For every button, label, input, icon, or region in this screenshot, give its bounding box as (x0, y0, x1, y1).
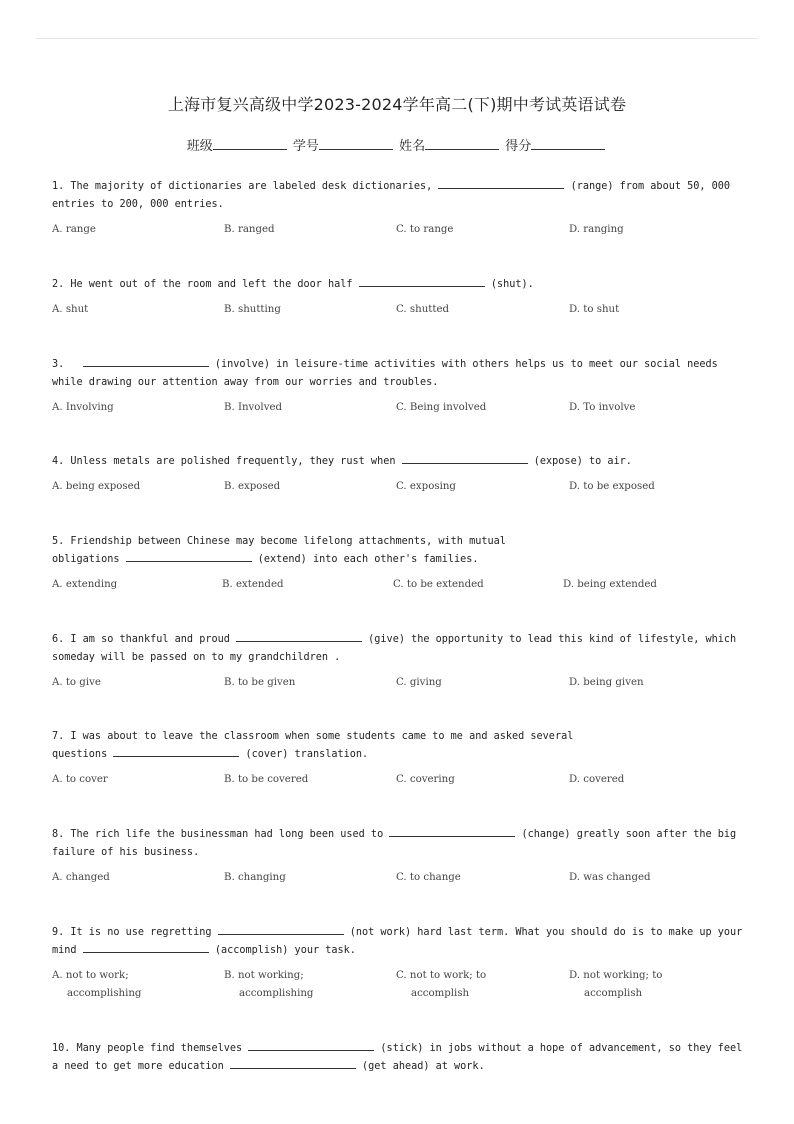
class-label: 班级 (186, 139, 213, 154)
question-3 (52, 356, 752, 417)
question-stem: 2. He went out of the room and left the door half (shut). (52, 276, 752, 294)
option-c[interactable]: C. exposing (396, 481, 456, 492)
options-row (52, 674, 752, 692)
question-stem: 6. I am so thankful and proud (give) the opportunity to lead this kind of lifestyle, which someday will be passed on to my grandchildren . (52, 631, 752, 667)
options-row (52, 301, 752, 319)
option-b[interactable]: B. exposed (224, 481, 281, 492)
question-7 (52, 728, 752, 789)
options-row (52, 576, 752, 594)
options-row (52, 478, 752, 496)
question-stem: 3. (involve) in leisure-time activities with others helps us to meet our social needs while drawing our attention away from our worries and troubles. (52, 356, 752, 392)
option-a[interactable]: A. to give (52, 677, 101, 688)
option-d[interactable]: D. being given (569, 677, 644, 688)
option-b[interactable]: B. ranged (224, 224, 275, 235)
option-a[interactable]: A. to cover (52, 774, 108, 785)
student-number-blank[interactable] (319, 137, 393, 150)
question-4 (52, 453, 752, 496)
option-d[interactable]: D. to be exposed (569, 481, 655, 492)
score-field (505, 135, 607, 154)
options-row (52, 967, 752, 1003)
score-label: 得分 (505, 139, 532, 154)
answer-blank-2[interactable] (230, 1058, 356, 1069)
class-field (187, 135, 289, 154)
option-c[interactable]: C. Being involved (396, 402, 487, 413)
question-stem: 8. The rich life the businessman had long been used to (change) greatly soon after the big failure of his business. (52, 826, 752, 862)
answer-blank[interactable] (236, 631, 362, 642)
options-row (52, 869, 752, 887)
option-c[interactable]: C. to change (396, 872, 461, 883)
question-2 (52, 276, 752, 319)
answer-blank[interactable] (438, 178, 564, 189)
name-field (399, 135, 501, 154)
option-b[interactable]: B. extended (222, 579, 284, 590)
student-number-label: 学号 (292, 139, 319, 154)
option-c[interactable]: C. not to work; to accomplish (396, 970, 487, 999)
question-6 (52, 631, 752, 692)
question-5 (52, 533, 752, 594)
answer-blank[interactable] (83, 356, 209, 367)
name-label: 姓名 (399, 139, 426, 154)
option-d[interactable]: D. being extended (563, 579, 657, 590)
student-info-row (0, 135, 794, 154)
option-a[interactable]: A. Involving (52, 402, 114, 413)
answer-blank-1[interactable] (218, 924, 344, 935)
answer-blank[interactable] (389, 826, 515, 837)
options-row (52, 771, 752, 789)
option-d[interactable]: D. not working; to accomplish (569, 970, 663, 999)
score-blank[interactable] (531, 137, 605, 150)
question-stem: 5. Friendship between Chinese may become lifelong attachments, with mutual obligations (extend) into each other's families. (52, 536, 506, 565)
student-number-field (293, 135, 395, 154)
question-stem: 9. It is no use regretting (not work) hard last term. What you should do is to make up your mind (accomplish) your task. (52, 924, 752, 960)
question-stem: 1. The majority of dictionaries are labeled desk dictionaries, (range) from about 50, 000 entries to 200, 000 entries. (52, 178, 752, 214)
option-b[interactable]: B. Involved (224, 402, 283, 413)
question-8 (52, 826, 752, 887)
option-a[interactable]: A. changed (52, 872, 110, 883)
question-stem: 7. I was about to leave the classroom when some students came to me and asked several questions (cover) translation. (52, 731, 574, 760)
option-c[interactable]: C. giving (396, 677, 442, 688)
option-c[interactable]: C. to range (396, 224, 454, 235)
option-b[interactable]: B. to be given (224, 677, 296, 688)
top-divider (36, 38, 758, 39)
page-title: 上海市复兴高级中学2023-2024学年高二(下)期中考试英语试卷 (167, 95, 627, 114)
answer-blank[interactable] (359, 276, 485, 287)
option-a[interactable]: A. being exposed (52, 481, 141, 492)
option-d[interactable]: D. To involve (569, 402, 636, 413)
option-a[interactable]: A. extending (52, 579, 118, 590)
name-blank[interactable] (425, 137, 499, 150)
answer-blank[interactable] (113, 746, 239, 757)
option-d[interactable]: D. covered (569, 774, 625, 785)
option-b[interactable]: B. shutting (224, 304, 281, 315)
option-a[interactable]: A. shut (52, 304, 89, 315)
option-a[interactable]: A. range (52, 224, 96, 235)
option-d[interactable]: D. was changed (569, 872, 651, 883)
option-b[interactable]: B. to be covered (224, 774, 309, 785)
option-c[interactable]: C. to be extended (393, 579, 484, 590)
option-b[interactable]: B. not working; accomplishing (224, 970, 314, 999)
options-row (52, 221, 752, 239)
answer-blank-1[interactable] (248, 1040, 374, 1051)
answer-blank[interactable] (126, 551, 252, 562)
option-a[interactable]: A. not to work; accomplishing (52, 970, 142, 999)
option-d[interactable]: D. ranging (569, 224, 624, 235)
class-blank[interactable] (213, 137, 287, 150)
question-9 (52, 924, 752, 1003)
option-c[interactable]: C. covering (396, 774, 455, 785)
option-b[interactable]: B. changing (224, 872, 286, 883)
option-d[interactable]: D. to shut (569, 304, 620, 315)
question-10 (52, 1040, 752, 1076)
question-stem: 10. Many people find themselves (stick) in jobs without a hope of advancement, so they feel a need to get more education (get ahead) at work. (52, 1040, 752, 1076)
option-c[interactable]: C. shutted (396, 304, 449, 315)
question-stem: 4. Unless metals are polished frequently, they rust when (expose) to air. (52, 453, 752, 471)
question-1 (52, 178, 752, 239)
answer-blank-2[interactable] (83, 942, 209, 953)
options-row (52, 399, 752, 417)
answer-blank[interactable] (402, 453, 528, 464)
